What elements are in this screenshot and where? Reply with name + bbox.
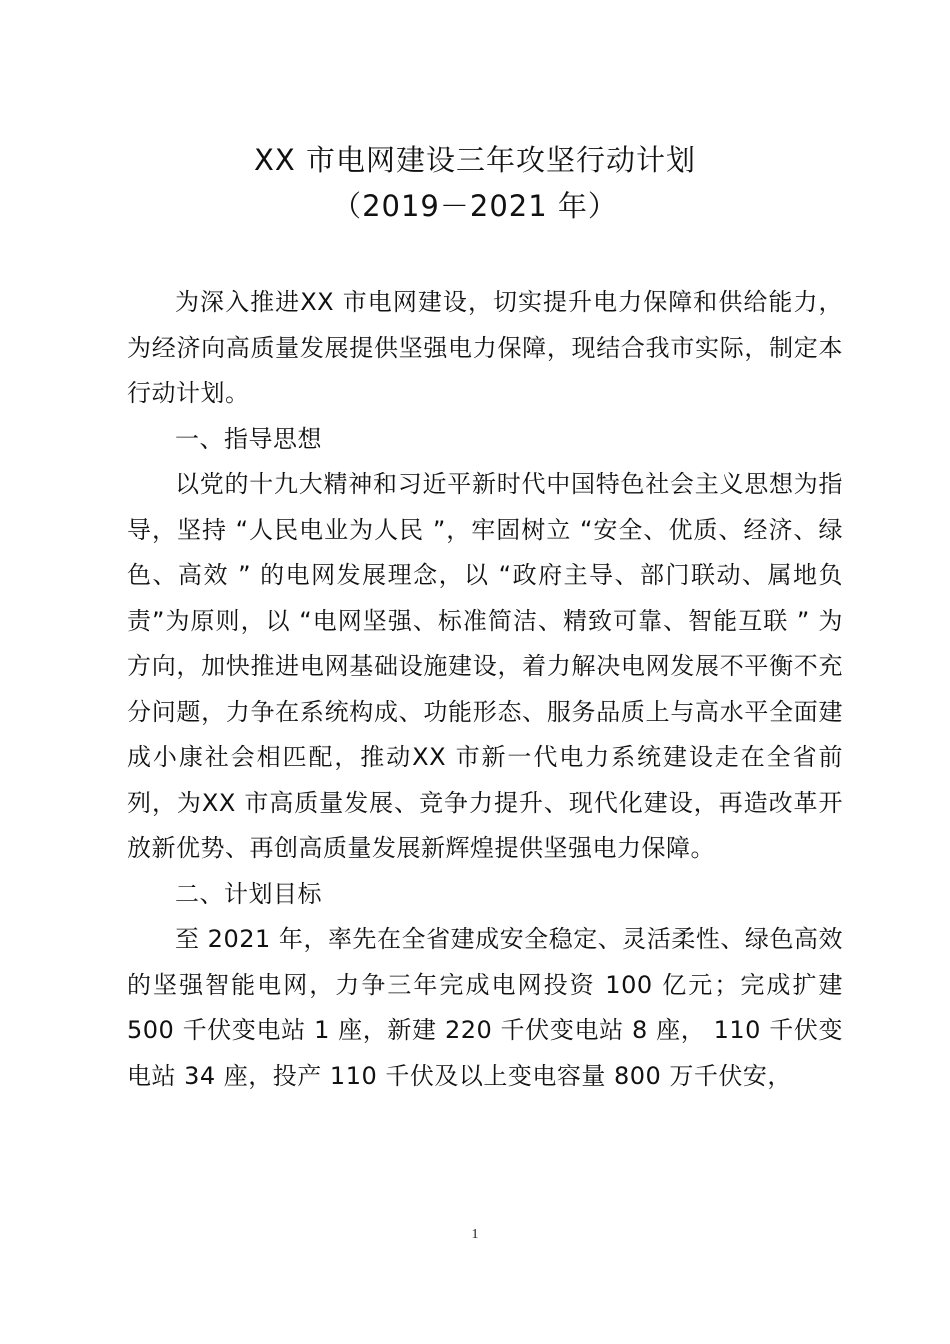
page-number: 1	[471, 1227, 479, 1242]
document-body	[127, 280, 843, 1099]
guiding-ideology-paragraph: 以党的十九大精神和习近平新时代中国特色社会主义思想为指导，坚持 “人民电业为人民 ”，牢固树立 “安全、优质、经济、绿色、高效 ” 的电网发展理念，以 “政府主导、部门联动、属地负责”为原则，以 “电网坚强、标准简洁、精致可靠、智能互联 ” 为方向，加快推进电网基础设施建设，着力解决电网发展不平衡不充分问题，力争在系统构成、功能形态、服务品质上与高水平全面建成小康社会相匹配，推动XX 市新一代电力系统建设走在全省前列，为XX 市高质量发展、竞争力提升、现代化建设，再造改革开放新优势、再创高质量发展新辉煌提供坚强电力保障。	[127, 470, 843, 862]
intro-paragraph: 为深入推进XX 市电网建设，切实提升电力保障和供给能力，为经济向高质量发展提供坚强电力保障，现结合我市实际，制定本行动计划。	[127, 288, 843, 407]
section-heading-guiding-ideology: 一、指导思想	[175, 424, 322, 453]
document-title: XX 市电网建设三年攻坚行动计划	[254, 143, 696, 177]
section-heading-plan-goals: 二、计划目标	[175, 879, 322, 908]
document-subtitle-years: （2019－2021 年）	[332, 189, 618, 223]
plan-goals-paragraph: 至 2021 年，率先在全省建成安全稳定、灵活柔性、绿色高效的坚强智能电网，力争三年完成电网投资 100 亿元；完成扩建 500 千伏变电站 1 座，新建 220 千伏变电站 8 座， 110 千伏变电站 34 座，投产 110 千伏及以上变电容量 800 万千伏安，	[127, 925, 843, 1090]
